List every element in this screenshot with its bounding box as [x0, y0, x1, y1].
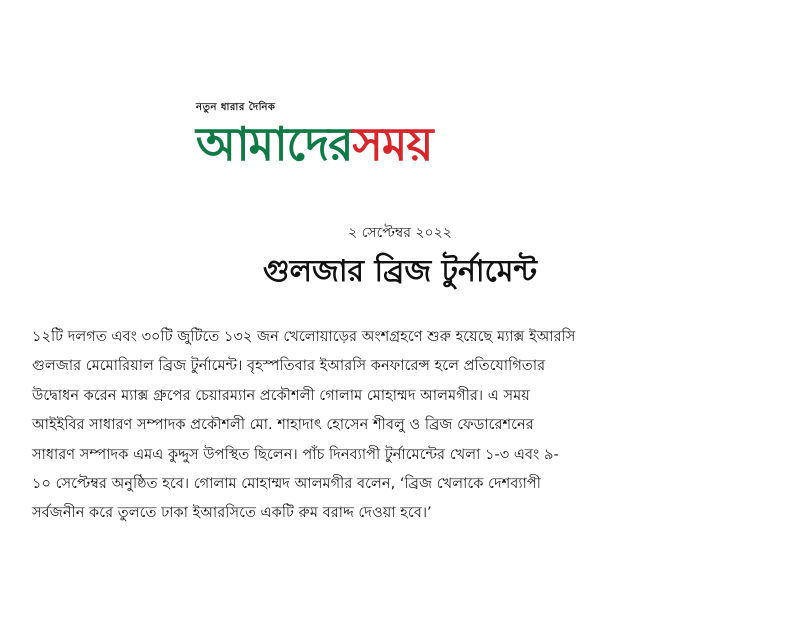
- article-line: ১২টি দলগত এবং ৩০টি জুটিতে ১৩২ জন খেলোয়াড়ের অংশগ্রহণে শুরু হয়েছে ম্যাক্স ইআরসি: [32, 328, 576, 345]
- logo-text-red: সময়: [352, 117, 433, 171]
- article-line: ১০ সেপ্টেম্বর অনুষ্ঠিত হবে। গোলাম মোহাম্মদ আলমগীর বলেন, ‘ব্রিজ খেলাকে দেশব্যাপী: [32, 475, 541, 493]
- article-headline: গুলজার ব্রিজ টুর্নামেন্ট: [263, 254, 537, 289]
- article-line: সর্বজনীন করে তুলতে ঢাকা ইআরসিতে একটি রুম বরাদ্দ দেওয়া হবে।’: [32, 504, 432, 522]
- newspaper-masthead: [196, 100, 646, 180]
- logo-text-green: আমাদের: [196, 117, 353, 171]
- masthead-tagline: নতুন ধারার দৈনিক: [196, 102, 276, 113]
- article-line: আইইবির সাধারণ সম্পাদক প্রকৌশলী মো. শাহাদাৎ হোসেন শীবলু ও ব্রিজ ফেডারেশনের: [32, 416, 534, 434]
- article-line: সাধারণ সম্পাদক এমএ কুদ্দুস উপস্থিত ছিলেন। পাঁচ দিনব্যাপী টুর্নামেন্টের খেলা ১-৩ এবং ৯-: [32, 445, 559, 463]
- article-line: উদ্বোধন করেন ম্যাক্স গ্রুপের চেয়ারম্যান প্রকৌশলী গোলাম মোহাম্মদ আলমগীর। এ সময়: [32, 386, 530, 404]
- article-line: গুলজার মেমোরিয়াল ব্রিজ টুর্নামেন্ট। বৃহস্পতিবার ইআরসি কনফারেন্স হলে প্রতিযোগিতার: [32, 357, 546, 375]
- article-body: [32, 322, 772, 528]
- newspaper-logo: [196, 114, 433, 174]
- article-date: ২ সেপ্টেম্বর ২০২২: [348, 225, 452, 241]
